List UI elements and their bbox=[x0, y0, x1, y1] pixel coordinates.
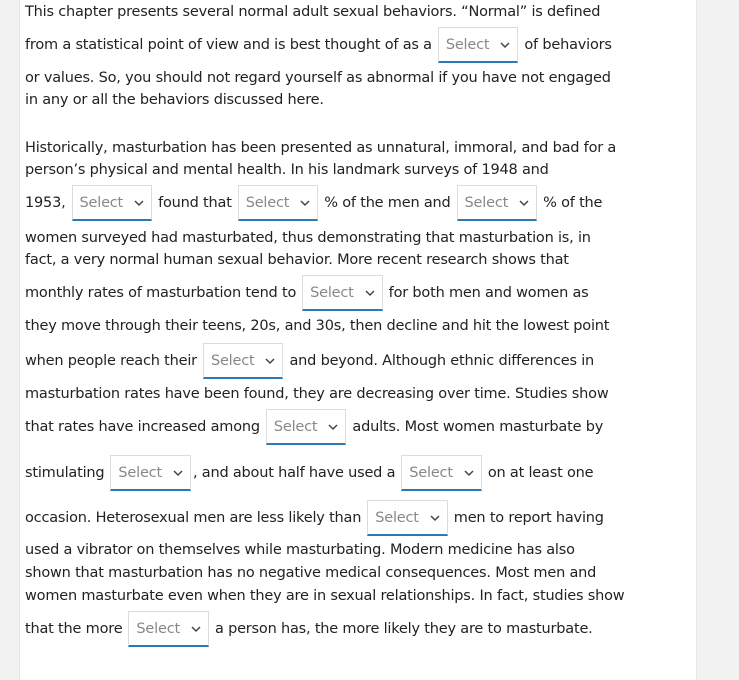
passage-text: This chapter presents several normal adult sexual behaviors. “Normal” is defined bbox=[25, 4, 601, 20]
passage-text: or values. So, you should not regard yourself as abnormal if you have not engaged bbox=[25, 70, 611, 86]
passage-text: adults. Most women masturbate by bbox=[352, 419, 604, 435]
select-placeholder: Select bbox=[375, 509, 419, 526]
passage-line bbox=[25, 226, 591, 250]
chevron-down-icon bbox=[190, 623, 202, 635]
passage-text: from a statistical point of view and is best thought of as a bbox=[25, 37, 432, 53]
select-placeholder: Select bbox=[136, 620, 180, 637]
select-placeholder: Select bbox=[210, 352, 255, 369]
passage-text: person’s physical and mental health. In his landmark surveys of 1948 and bbox=[25, 162, 549, 178]
select-placeholder: Select bbox=[118, 464, 162, 481]
select-dropdown-6[interactable] bbox=[203, 343, 284, 379]
select-dropdown-3[interactable] bbox=[238, 185, 319, 221]
passage-text: of behaviors bbox=[524, 37, 612, 53]
select-dropdown-7[interactable] bbox=[266, 409, 347, 445]
passage-text: they move through their teens, 20s, and 30s, then decline and hit the lowest point bbox=[25, 318, 610, 334]
select-dropdown-11[interactable] bbox=[128, 611, 209, 647]
select-dropdown-9[interactable] bbox=[401, 455, 482, 491]
passage-text: fact, a very normal human sexual behavior. More recent research shows that bbox=[25, 252, 569, 268]
passage-line bbox=[25, 382, 608, 406]
passage-line bbox=[25, 158, 549, 182]
passage-text: on at least one bbox=[487, 465, 594, 481]
passage-line bbox=[25, 584, 624, 608]
select-dropdown-10[interactable] bbox=[367, 500, 448, 536]
chevron-down-icon bbox=[327, 421, 339, 433]
passage-line bbox=[25, 314, 609, 338]
select-placeholder: Select bbox=[445, 36, 490, 53]
chevron-down-icon bbox=[172, 467, 184, 479]
passage-text: in any or all the behaviors discussed here. bbox=[25, 92, 324, 108]
select-dropdown-5[interactable] bbox=[302, 275, 383, 311]
chevron-down-icon bbox=[364, 287, 376, 299]
passage-text: a person has, the more likely they are to masturbate. bbox=[214, 621, 593, 637]
passage-line bbox=[25, 461, 593, 485]
passage-text: stimulating bbox=[25, 465, 105, 481]
passage-line bbox=[25, 88, 324, 112]
passage-text: occasion. Heterosexual men are less likely than bbox=[25, 510, 362, 526]
passage-line bbox=[25, 538, 575, 562]
select-dropdown-8[interactable] bbox=[110, 455, 191, 491]
select-placeholder: Select bbox=[409, 464, 453, 481]
select-placeholder: Select bbox=[245, 194, 290, 211]
chevron-down-icon bbox=[299, 197, 311, 209]
passage-text: when people reach their bbox=[25, 353, 197, 369]
select-placeholder: Select bbox=[310, 284, 354, 301]
passage-line bbox=[25, 33, 612, 57]
select-dropdown-4[interactable] bbox=[457, 185, 538, 221]
passage-line bbox=[25, 136, 616, 160]
passage-text: Historically, masturbation has been presented as unnatural, immoral, and bad for a bbox=[25, 140, 617, 156]
passage-text: shown that masturbation has no negative medical consequences. Most men and bbox=[25, 565, 597, 581]
select-dropdown-2[interactable] bbox=[72, 185, 153, 221]
select-placeholder: Select bbox=[464, 194, 509, 211]
passage-line bbox=[25, 191, 602, 215]
passage-text: found that bbox=[158, 195, 232, 211]
chevron-down-icon bbox=[264, 355, 276, 367]
passage-text: % of the men and bbox=[324, 195, 451, 211]
passage-text: women surveyed had masturbated, thus demonstrating that masturbation is, in bbox=[25, 230, 591, 246]
passage-line bbox=[25, 561, 596, 585]
chevron-down-icon bbox=[429, 512, 441, 524]
chevron-down-icon bbox=[133, 197, 145, 209]
passage-text: 1953, bbox=[25, 195, 66, 211]
select-dropdown-1[interactable] bbox=[438, 27, 519, 63]
passage-text: and beyond. Although ethnic differences in bbox=[289, 353, 595, 369]
chevron-down-icon bbox=[463, 467, 475, 479]
passage-line bbox=[25, 281, 589, 305]
passage-line bbox=[25, 66, 611, 90]
passage-text: masturbation rates have been found, they are decreasing over time. Studies show bbox=[25, 386, 609, 402]
passage-line bbox=[25, 415, 603, 439]
passage-line bbox=[25, 248, 569, 272]
passage-text: monthly rates of masturbation tend to bbox=[25, 285, 297, 301]
chevron-down-icon bbox=[499, 39, 511, 51]
select-placeholder: Select bbox=[79, 194, 124, 211]
chevron-down-icon bbox=[518, 197, 530, 209]
passage-text: women masturbate even when they are in sexual relationships. In fact, studies show bbox=[25, 588, 625, 604]
passage-line bbox=[25, 506, 604, 530]
passage-line bbox=[25, 617, 593, 641]
passage-line bbox=[25, 0, 600, 24]
passage-text: used a vibrator on themselves while masturbating. Modern medicine has also bbox=[25, 542, 575, 558]
passage-text: that the more bbox=[25, 621, 123, 637]
passage-text: , and about half have used a bbox=[192, 465, 396, 481]
passage-line bbox=[25, 349, 594, 373]
passage-text: that rates have increased among bbox=[25, 419, 260, 435]
select-placeholder: Select bbox=[273, 418, 318, 435]
passage-text: for both men and women as bbox=[388, 285, 589, 301]
passage-text: men to report having bbox=[453, 510, 604, 526]
passage-text: % of the bbox=[543, 195, 603, 211]
